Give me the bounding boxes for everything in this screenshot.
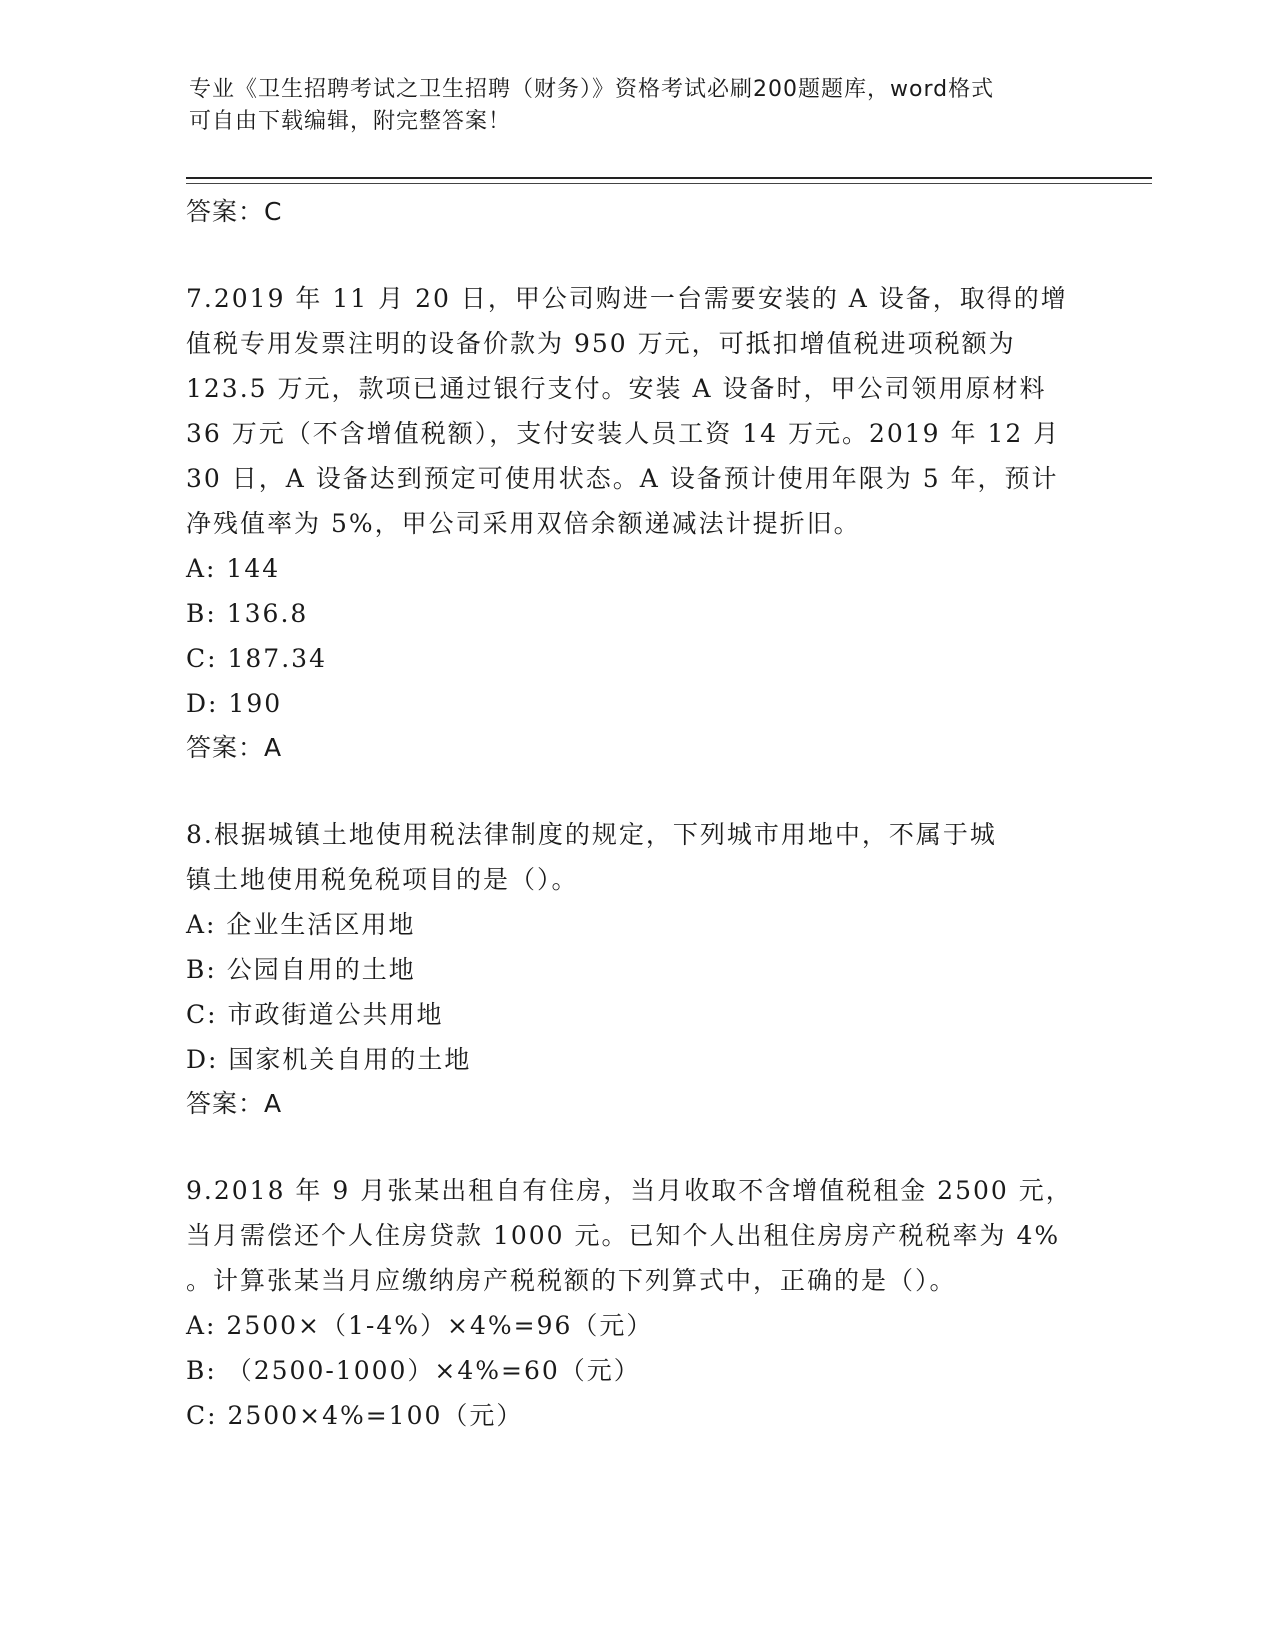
question-8 (186, 812, 1086, 1126)
header-line-1: 专业《卫生招聘考试之卫生招聘（财务）》资格考试必刷200题题库，word格式 (189, 77, 995, 102)
spacer (186, 234, 1086, 276)
question-8-option-b: B: 公园自用的土地 (186, 955, 416, 984)
document-header (189, 74, 1089, 138)
question-8-option-c: C: 市政街道公共用地 (186, 1000, 444, 1029)
question-7-line-1: 7.2019 年 11 月 20 日，甲公司购进一台需要安装的 A 设备，取得的增 (186, 284, 1068, 313)
question-7-option-b: B: 136.8 (186, 599, 309, 628)
question-7-answer: 答案：A (186, 733, 283, 762)
header-rule-thick (186, 177, 1152, 179)
question-7-line-5: 30 日，A 设备达到预定可使用状态。A 设备预计使用年限为 5 年，预计 (186, 464, 1059, 493)
question-9-option-b: B: （2500-1000）×4%=60（元） (186, 1356, 641, 1385)
question-9-line-3: 。计算张某当月应缴纳房产税税额的下列算式中，正确的是（）。 (186, 1266, 957, 1295)
question-9-option-c: C: 2500×4%=100（元） (186, 1401, 524, 1430)
question-9-line-1: 9.2018 年 9 月张某出租自有住房，当月收取不含增值税租金 2500 元， (186, 1176, 1073, 1205)
header-line-2: 可自由下载编辑，附完整答案！ (189, 109, 512, 134)
question-9-option-a: A: 2500×（1-4%）×4%=96（元） (186, 1311, 654, 1340)
question-7 (186, 276, 1086, 770)
question-9 (186, 1168, 1086, 1438)
answer-previous: 答案：C (186, 197, 283, 226)
question-7-line-2: 值税专用发票注明的设备价款为 950 万元，可抵扣增值税进项税额为 (186, 329, 1016, 358)
question-8-line-2: 镇土地使用税免税项目的是（）。 (186, 865, 579, 894)
question-8-line-1: 8.根据城镇土地使用税法律制度的规定，下列城市用地中，不属于城 (186, 820, 997, 849)
question-8-option-d: D: 国家机关自用的土地 (186, 1045, 472, 1074)
question-7-option-c: C: 187.34 (186, 644, 327, 673)
question-7-line-3: 123.5 万元，款项已通过银行支付。安装 A 设备时，甲公司领用原材料 (186, 374, 1047, 403)
question-8-option-a: A: 企业生活区用地 (186, 910, 416, 939)
question-7-line-4: 36 万元（不含增值税额），支付安装人员工资 14 万元。2019 年 12 月 (186, 419, 1061, 448)
question-7-line-6: 净残值率为 5%，甲公司采用双倍余额递减法计提折旧。 (186, 509, 861, 538)
question-7-option-d: D: 190 (186, 689, 283, 718)
header-rule-thin (186, 183, 1152, 184)
document-body (186, 190, 1086, 1438)
question-7-option-a: A: 144 (186, 554, 281, 583)
spacer (186, 1126, 1086, 1168)
spacer (186, 770, 1086, 812)
question-8-answer: 答案：A (186, 1089, 283, 1118)
question-9-line-2: 当月需偿还个人住房贷款 1000 元。已知个人出租住房房产税税率为 4% (186, 1221, 1061, 1250)
